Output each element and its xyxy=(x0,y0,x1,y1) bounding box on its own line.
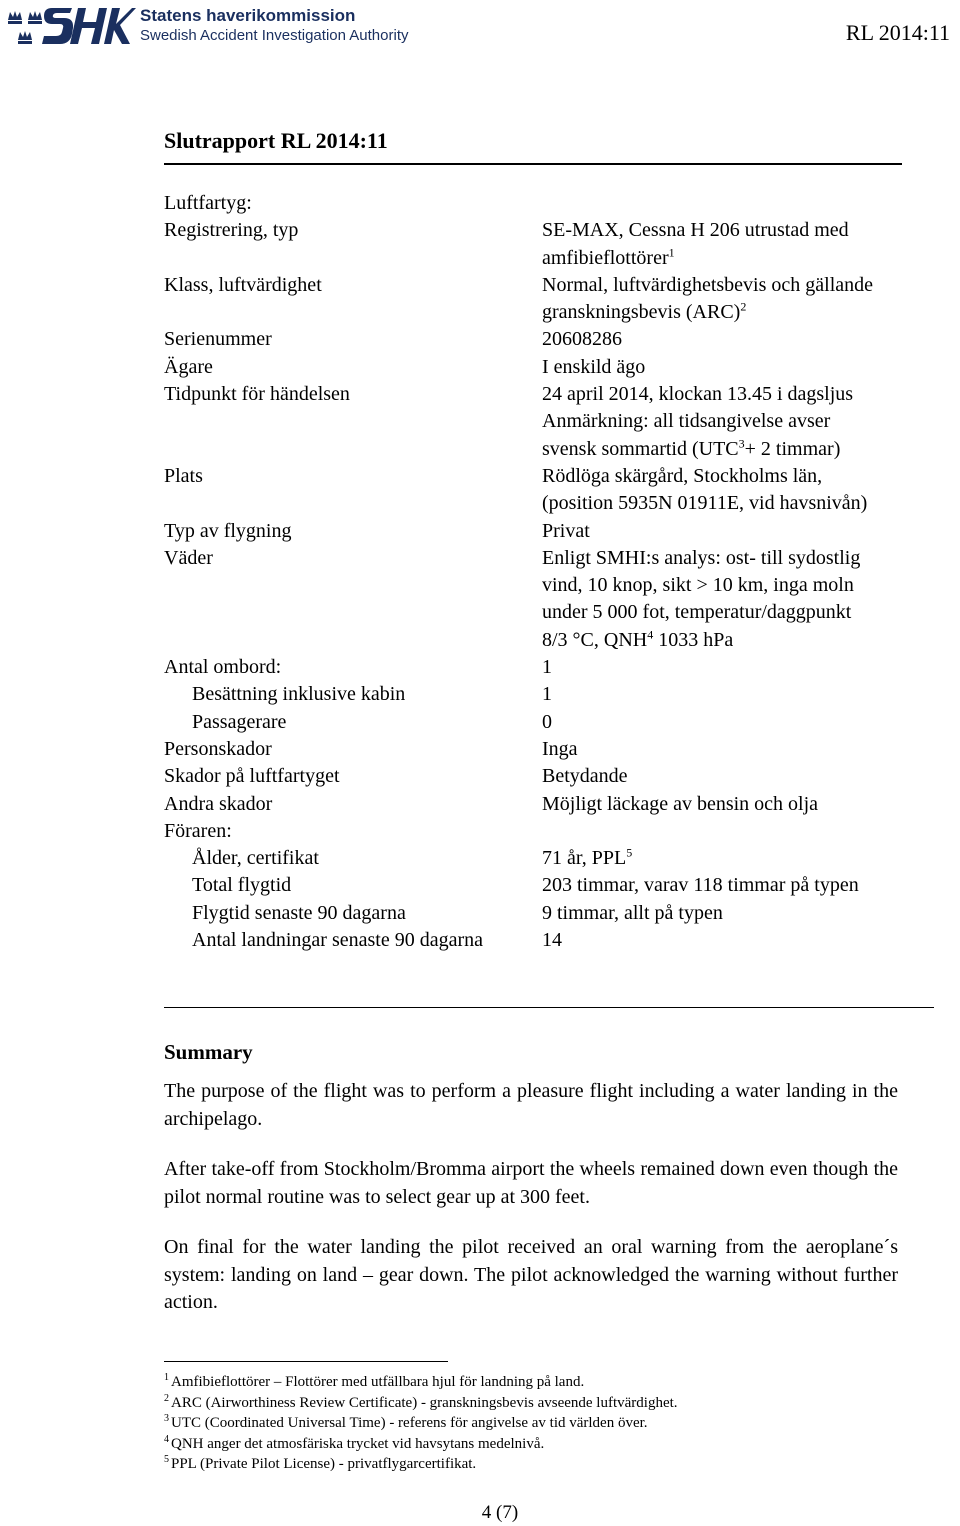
facts-row xyxy=(164,927,934,954)
weather-value-line: under 5 000 fot, temperatur/daggpunkt xyxy=(542,601,852,624)
passengers-label: Passagerare xyxy=(192,710,287,733)
onboard-label: Antal ombord: xyxy=(164,656,282,679)
time-value-line: + 2 timmar) xyxy=(744,437,841,460)
footnote-number: 1 xyxy=(164,1372,169,1383)
facts-table xyxy=(164,190,934,954)
class-value-line: granskningsbevis (ARC) xyxy=(542,301,741,324)
facts-row xyxy=(164,736,934,763)
owner-value: I enskild ägo xyxy=(542,355,646,378)
facts-row xyxy=(164,845,934,872)
summary-paragraph: On final for the water landing the pilot received an oral warning from the aeroplane´s system: landing on land – gear down. The pilot acknowledged the warning without further action. xyxy=(164,1236,898,1313)
footnotes xyxy=(164,1372,678,1475)
page-number: 4 (7) xyxy=(481,1502,519,1523)
title-divider xyxy=(164,163,902,165)
footnote-text: PPL (Private Pilot License) - privatflygarcertifikat. xyxy=(171,1456,477,1472)
facts-row xyxy=(164,763,934,790)
total-time-value: 203 timmar, varav 118 timmar på typen xyxy=(542,874,859,897)
class-value xyxy=(542,272,934,327)
time-label: Tidpunkt för händelsen xyxy=(164,383,350,406)
time-value-line: svensk sommartid (UTC xyxy=(542,437,739,460)
registration-value-line: amfibieflottörer xyxy=(542,246,669,269)
facts-row xyxy=(164,545,934,654)
place-value xyxy=(542,463,934,518)
facts-row xyxy=(164,900,934,927)
footnote xyxy=(164,1413,678,1434)
section-divider xyxy=(164,1007,934,1008)
owner-label: Ägare xyxy=(164,355,213,378)
facts-row xyxy=(164,190,934,217)
onboard-value: 1 xyxy=(542,656,552,679)
injuries-value: Inga xyxy=(542,737,578,760)
footnote-text: QNH anger det atmosfäriska trycket vid havsytans medelnivå. xyxy=(171,1435,545,1452)
weather-value-line: 8/3 °C, QNH xyxy=(542,628,648,651)
class-label: Klass, luftvärdighet xyxy=(164,273,322,296)
age-value-text: 71 år, PPL xyxy=(542,847,627,870)
facts-row xyxy=(164,272,934,327)
facts-row xyxy=(164,872,934,899)
landings90-label: Antal landningar senaste 90 dagarna xyxy=(192,929,484,952)
summary-paragraph: The purpose of the flight was to perform a pleasure flight including a water landing in the archipelago. xyxy=(164,1080,898,1130)
place-value-line: Rödlöga skärgård, Stockholms län, xyxy=(542,464,823,487)
serial-label: Serienummer xyxy=(164,328,272,351)
document-id: RL 2014:11 xyxy=(845,20,950,45)
footnote-ref[interactable]: 3 xyxy=(738,436,745,451)
damage-label: Skador på luftfartyget xyxy=(164,765,340,788)
crew-value: 1 xyxy=(542,683,552,706)
age-label: Ålder, certifikat xyxy=(192,847,319,870)
footnote-ref[interactable]: 5 xyxy=(626,845,633,860)
footnote-text: UTC (Coordinated Universal Time) - referens för angivelse av tid världen över. xyxy=(171,1415,648,1431)
footnote-text: ARC (Airworthiness Review Certificate) - granskningsbevis avseende luftvärdighet. xyxy=(171,1394,678,1411)
footnote-number: 4 xyxy=(164,1433,169,1445)
time-value-line: Anmärkning: all tidsangivelse avser xyxy=(542,410,831,433)
total-time-label: Total flygtid xyxy=(192,874,292,897)
passengers-value: 0 xyxy=(542,710,552,733)
weather-value-line: vind, 10 knop, sikt > 10 km, inga moln xyxy=(542,574,854,597)
place-value-line: (position 5935N 01911E, vid havsnivån) xyxy=(542,492,868,515)
flight-type-label: Typ av flygning xyxy=(164,519,292,542)
facts-row xyxy=(164,326,934,353)
footnote-number: 5 xyxy=(164,1454,169,1465)
facts-row xyxy=(164,518,934,545)
org-name xyxy=(140,6,409,46)
weather-value xyxy=(542,545,934,654)
footnote-divider xyxy=(164,1361,448,1362)
facts-row xyxy=(164,818,934,845)
weather-label: Väder xyxy=(164,546,213,569)
facts-row xyxy=(164,654,934,681)
page-title: Slutrapport RL 2014:11 xyxy=(164,128,388,153)
footnote-number: 3 xyxy=(164,1413,169,1424)
time90-value: 9 timmar, allt på typen xyxy=(542,901,723,924)
facts-row xyxy=(164,354,934,381)
footnote-ref[interactable]: 4 xyxy=(647,627,654,642)
registration-label: Registrering, typ xyxy=(164,219,299,242)
registration-value xyxy=(542,217,934,272)
page-header xyxy=(0,0,960,60)
crew-label: Besättning inklusive kabin xyxy=(192,683,406,706)
other-damage-value: Möjligt läckage av bensin och olja xyxy=(542,792,819,815)
footnote-ref[interactable]: 1 xyxy=(668,244,675,259)
footnote xyxy=(164,1434,678,1455)
injuries-label: Personskador xyxy=(164,737,272,760)
pilot-heading: Föraren: xyxy=(164,819,232,842)
time-value xyxy=(542,381,934,463)
facts-row xyxy=(164,381,934,463)
footnote-number: 2 xyxy=(164,1392,169,1404)
other-damage-label: Andra skador xyxy=(164,792,273,815)
footnote xyxy=(164,1393,678,1414)
footnote-text: Amfibieflottörer – Flottörer med utfällbara hjul för landning på land. xyxy=(171,1374,585,1390)
facts-row xyxy=(164,463,934,518)
damage-value: Betydande xyxy=(542,765,628,788)
summary-paragraph: After take-off from Stockholm/Bromma airport the wheels remained down even though the pilot normal routine was to select gear up at 300 feet. xyxy=(164,1158,898,1208)
serial-value: 20608286 xyxy=(542,328,622,351)
shk-logo-icon xyxy=(42,4,136,48)
facts-row xyxy=(164,709,934,736)
aircraft-heading: Luftfartyg: xyxy=(164,192,252,214)
weather-value-line: Enligt SMHI:s analys: ost- till sydostlig xyxy=(542,546,861,569)
age-value xyxy=(542,845,934,872)
landings90-value: 14 xyxy=(542,929,562,952)
facts-row xyxy=(164,791,934,818)
weather-value-line: 1033 hPa xyxy=(653,628,734,651)
org-name-en: Swedish Accident Investigation Authority xyxy=(140,27,409,44)
registration-value-line: SE-MAX, Cessna H 206 utrustad med xyxy=(542,219,849,242)
facts-row xyxy=(164,217,934,272)
summary-heading: Summary xyxy=(164,1040,253,1064)
org-name-sv: Statens haverikommission xyxy=(140,6,356,25)
flight-type-value: Privat xyxy=(542,519,590,542)
time-value-line: 24 april 2014, klockan 13.45 i dagsljus xyxy=(542,383,854,406)
time90-label: Flygtid senaste 90 dagarna xyxy=(192,901,406,924)
footnote xyxy=(164,1454,678,1475)
three-crowns-icon xyxy=(6,8,44,48)
footnote-ref[interactable]: 2 xyxy=(740,299,747,314)
place-label: Plats xyxy=(164,464,203,487)
facts-row xyxy=(164,681,934,708)
class-value-line: Normal, luftvärdighetsbevis och gällande xyxy=(542,273,874,296)
footnote xyxy=(164,1372,678,1393)
